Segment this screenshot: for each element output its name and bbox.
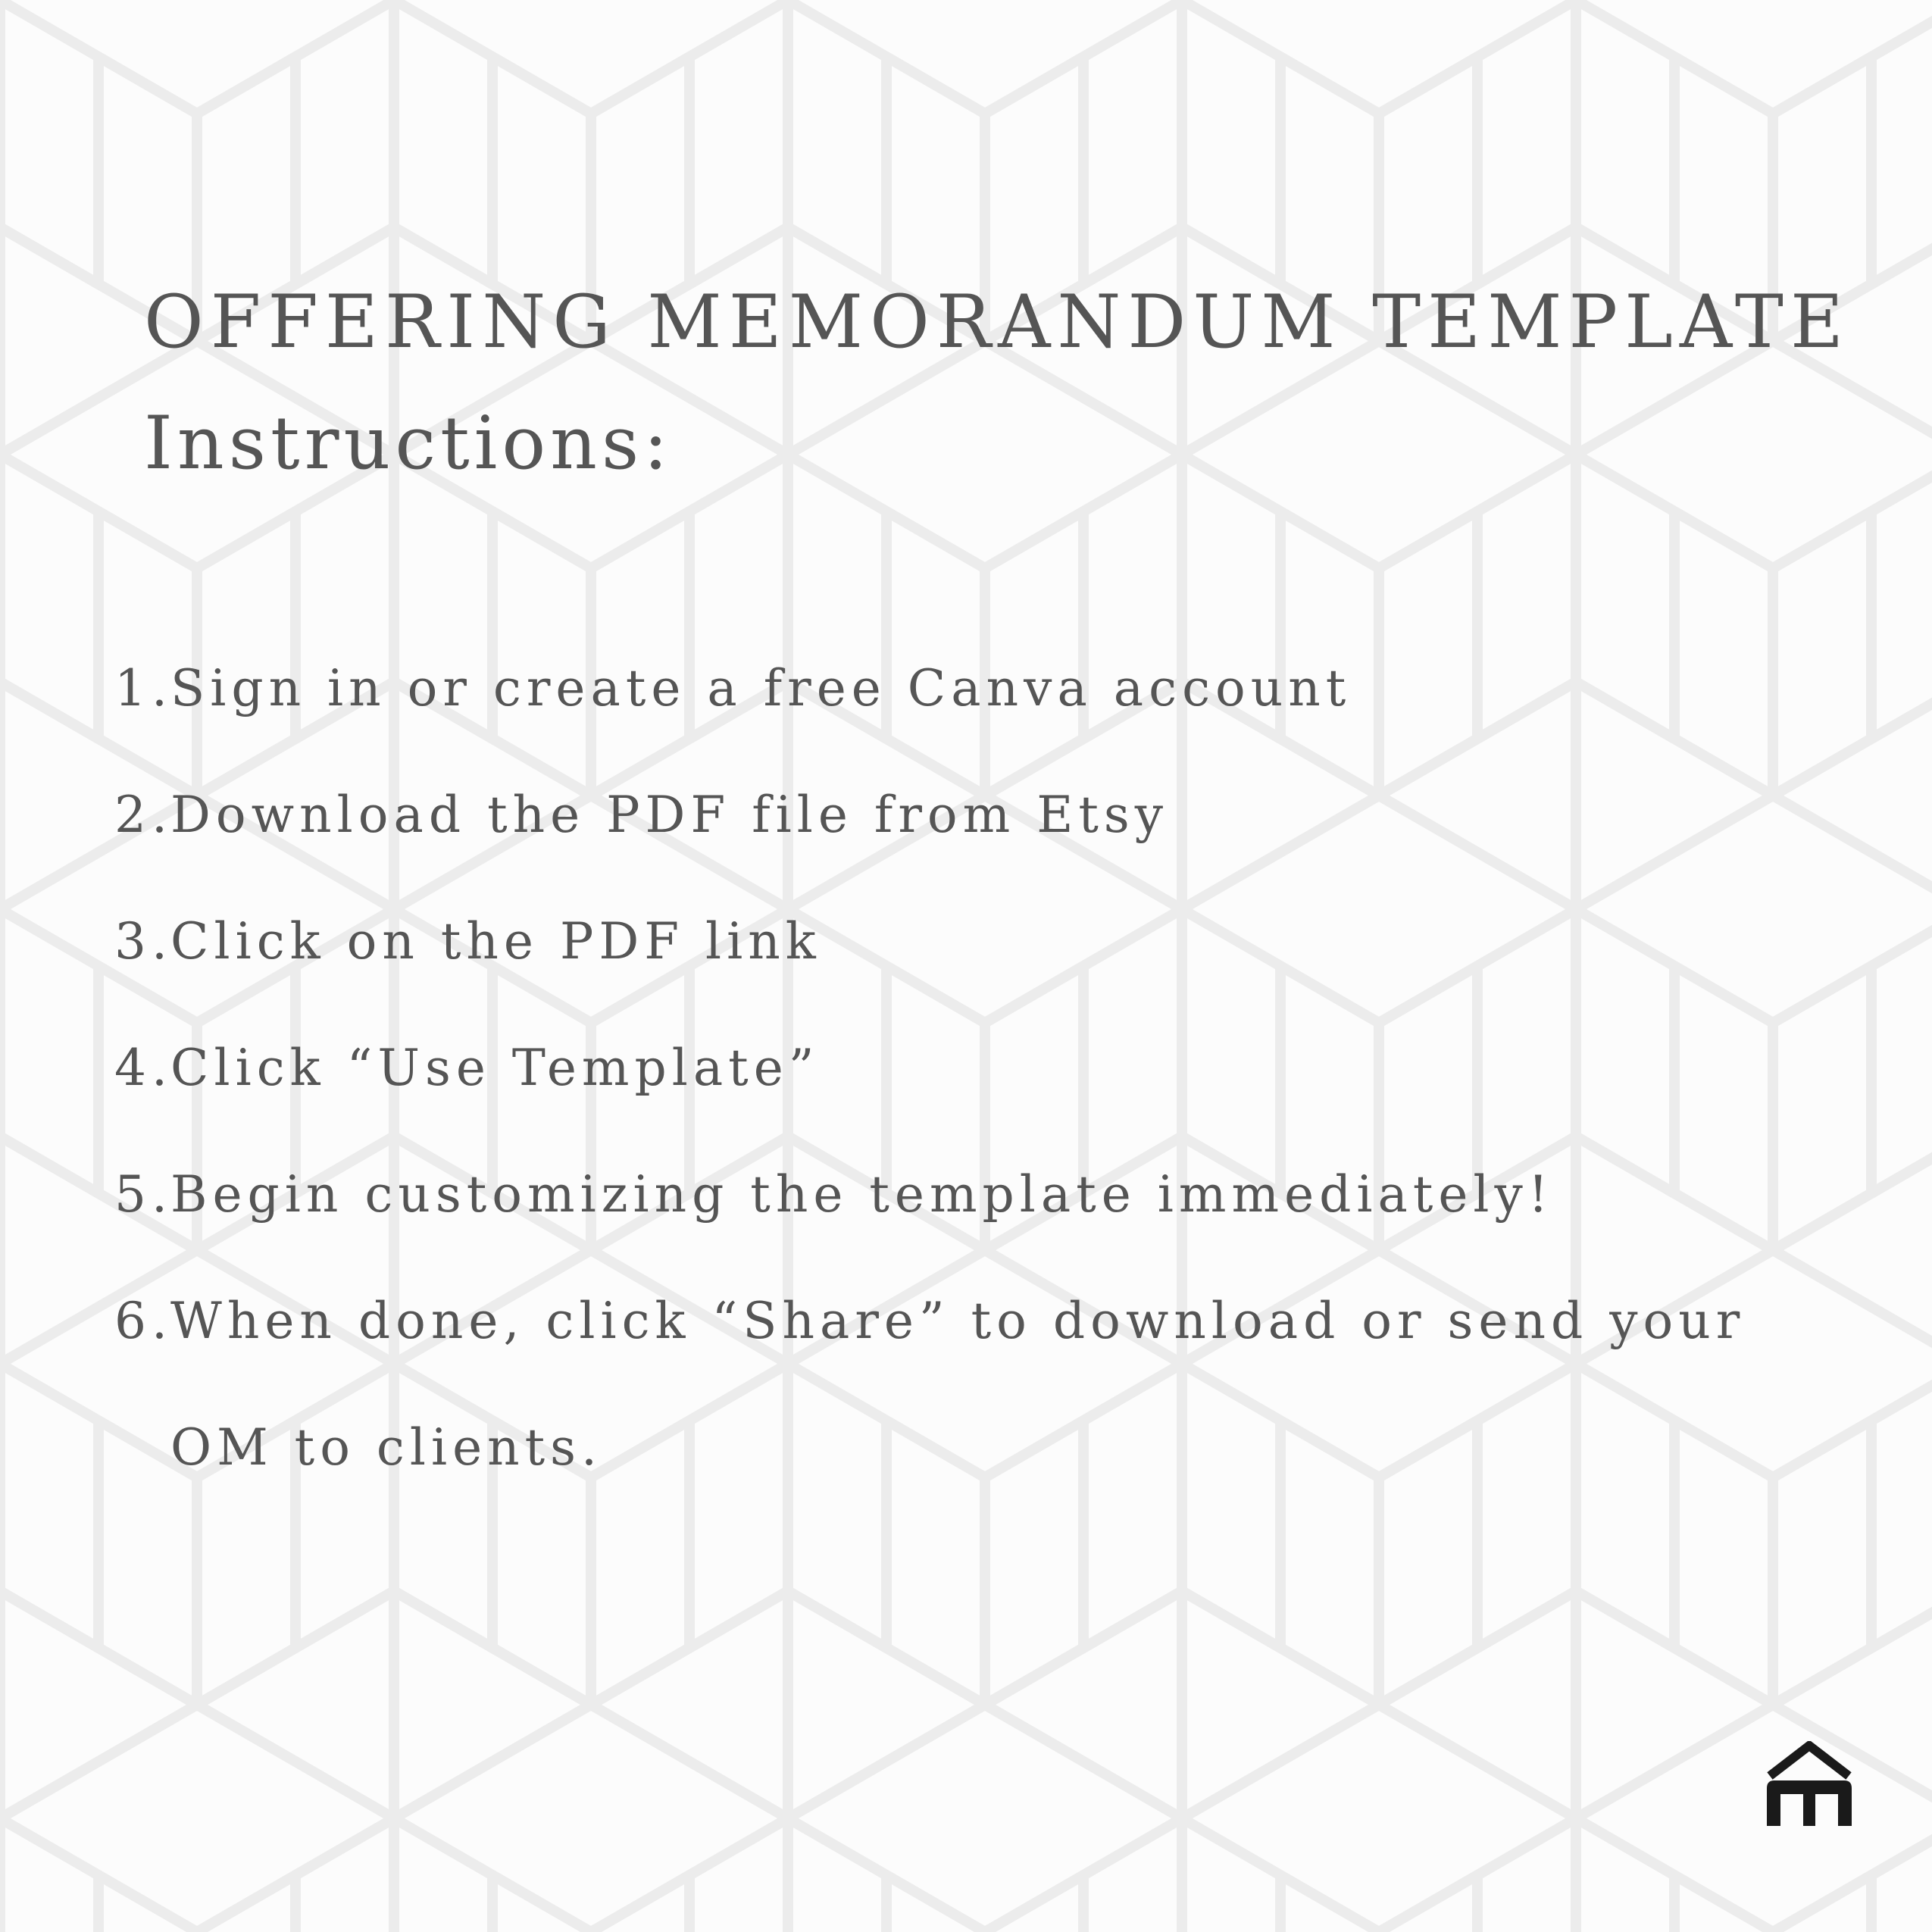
list-item-step-4 [114,1005,1762,1131]
page-title: OFFERING MEMORANDUM TEMPLATE [144,280,1851,364]
list-item-step-1 [114,625,1762,752]
list-item-step-3 [114,878,1762,1005]
step-text: Sign in or create a free Canva account [170,659,1352,717]
list-item-step-5 [114,1131,1762,1258]
step-text: Begin customizing the template immediately! [170,1165,1554,1224]
heading-block [144,261,1849,504]
step-text: Click “Use Template” [170,1039,820,1097]
page-subtitle: Instructions: [144,401,673,486]
step-text: Click on the PDF link [170,912,821,971]
list-item-step-6 [114,1258,1762,1384]
step-number: 6. [114,1292,173,1350]
step-number: 3. [114,912,173,971]
instructions-list [114,625,1762,1511]
house-m-logo-icon [1764,1741,1855,1827]
step-number: 4. [114,1039,173,1097]
step-text-continuation: OM to clients. [170,1418,603,1477]
list-item-step-2 [114,752,1762,878]
list-item-step-6-continuation [170,1384,1762,1511]
step-text: When done, click “Share” to download or send your [170,1292,1746,1350]
step-number: 1. [114,659,173,717]
step-number: 2. [114,786,173,844]
step-text: Download the PDF file from Etsy [170,786,1169,844]
step-number: 5. [114,1165,173,1224]
